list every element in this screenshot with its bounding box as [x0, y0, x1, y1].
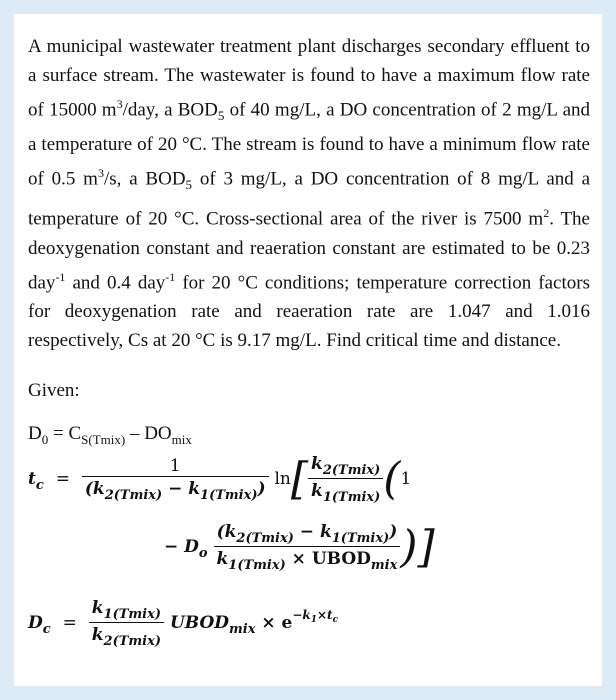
eq2-one: 1 — [169, 456, 181, 476]
eq2-ln: ln — [274, 469, 291, 489]
eq2-ubod-sub: mix — [370, 558, 398, 573]
given-label: Given: — [28, 380, 80, 401]
eq2-minus: − — [162, 479, 189, 499]
eq2-leading-fraction — [82, 456, 269, 503]
equation-critical-deficit — [28, 598, 338, 649]
superscript: -1 — [165, 269, 176, 284]
problem-text-3: of 40 mg/L, a DO concentration of 2 mg/L and a temperature of 20 °C. The stream is found to have a minimum flow rate of 0.5 m — [28, 99, 591, 190]
eq2-line2-fraction: $\frac{(k_{2(Tmix)} - k_{1(Tmix)})}{k_{1(Tmix)} \times UBOD_{mix}}$ — [214, 522, 401, 573]
eq2-ratio-k2: k — [311, 454, 323, 474]
eq2-l2-k1-sub: 1(Tmix) — [331, 531, 390, 546]
eq1-d: D — [28, 423, 42, 444]
eq2-inner-one: 1 — [400, 469, 412, 489]
eq3-k1: k — [91, 598, 104, 618]
eq2-l2-den-k1-sub: 1(Tmix) — [228, 558, 286, 573]
superscript: 3 — [97, 166, 104, 181]
eq2-l2-k1: k — [319, 522, 332, 542]
eq3-dc-sub: c — [42, 622, 51, 637]
eq3-exp-k: −k — [292, 608, 311, 622]
eq2-open-paren: ( — [383, 453, 401, 505]
eq3-k1-sub: 1(Tmix) — [103, 607, 162, 622]
eq2-close-paren: ) — [400, 521, 418, 573]
eq2-k2-sub: 2(Tmix) — [104, 488, 163, 503]
eq1-d-sub: 0 — [41, 432, 49, 447]
problem-text-4: /s, a BOD — [103, 168, 186, 190]
eq3-exp-t-sub: c — [332, 615, 339, 625]
eq2-ratio-k1: k — [311, 481, 323, 501]
eq1-do-sub: mix — [171, 432, 192, 447]
problem-text-5: of 3 mg/L, a DO concentration of 8 mg/L and a temperature of 20 °C. Cross-sectional area of the river is 7500 m — [28, 168, 590, 230]
eq1-equals: = — [48, 423, 69, 444]
eq1-cs-sub: S(Tmix) — [81, 432, 126, 447]
equation-critical-time-line2 — [164, 522, 435, 573]
eq2-ratio-k2-sub: 2(Tmix) — [322, 463, 381, 478]
eq3-ubod-sub: mix — [229, 622, 256, 637]
problem-statement — [28, 32, 590, 355]
eq2-minus-d: − D — [164, 537, 199, 557]
eq2-k1: k — [188, 479, 201, 499]
question-card — [14, 14, 602, 686]
eq3-k2: k — [91, 625, 104, 645]
problem-text-6: . The deoxygenation constant and reaeration constant are estimated to be 0.23 day — [28, 208, 590, 293]
eq2-times-ubod: × UBOD — [285, 549, 371, 569]
eq3-exponent — [292, 608, 339, 625]
eq1-do: DO — [144, 423, 172, 444]
problem-text-8: for 20 °C conditions; temperature correction factors for deoxygenation rate and reaeration rate are 1.047 and 1.016 respectively, Cs at 20 °C is 9.17 mg/L. Find critical time and distance. — [28, 271, 590, 351]
eq3-equals: = — [62, 613, 77, 633]
eq2-l2-minus: − — [293, 522, 320, 542]
eq2-tc: t — [28, 469, 36, 489]
eq2-k1-sub: 1(Tmix) — [200, 488, 258, 503]
eq2-ratio — [308, 454, 383, 505]
subscript: 5 — [185, 177, 193, 193]
eq3-exp-t: ×t — [317, 608, 333, 622]
problem-text-1: A municipal wastewater treatment plant discharges secondary effluent to a surface stream. The wastewater is found to have a maximum flow rate of 15000 m — [28, 36, 590, 121]
eq3-exp-k-sub: 1 — [310, 615, 317, 625]
eq2-equals: = — [55, 469, 70, 489]
problem-text-7: and 0.4 day — [65, 271, 166, 293]
eq1-cs: C — [68, 423, 82, 444]
eq2-ratio-k1-sub: 1(Tmix) — [322, 490, 381, 505]
eq3-k2-sub: 2(Tmix) — [103, 634, 162, 649]
subscript: 5 — [217, 108, 225, 124]
problem-text-2: /day, a BOD — [122, 99, 218, 121]
superscript: 2 — [543, 206, 550, 221]
equation-initial-deficit — [28, 423, 192, 448]
equation-critical-time — [28, 454, 411, 505]
eq2-l2-den-k1: k — [216, 549, 229, 569]
eq2-d-sub: o — [198, 546, 208, 561]
eq2-tc-sub: c — [35, 478, 44, 493]
superscript: -1 — [55, 269, 66, 284]
eq3-dc: D — [28, 613, 43, 633]
eq3-times-e: × e — [255, 613, 293, 633]
eq3-ubod: UBOD — [169, 613, 229, 633]
eq2-open-bracket: [ — [290, 453, 309, 505]
superscript: 3 — [116, 97, 123, 111]
eq3-ratio — [89, 598, 164, 649]
eq2-denominator: $(k_{2(Tmix)} - k_{1(Tmix)})$ — [82, 476, 269, 503]
eq2-l2-k2-sub: 2(Tmix) — [236, 531, 294, 546]
eq2-k2: k — [92, 479, 105, 499]
eq2-l2-k2: k — [224, 522, 237, 542]
eq1-minus: – — [125, 423, 145, 444]
eq2-close-bracket: ] — [417, 521, 435, 573]
